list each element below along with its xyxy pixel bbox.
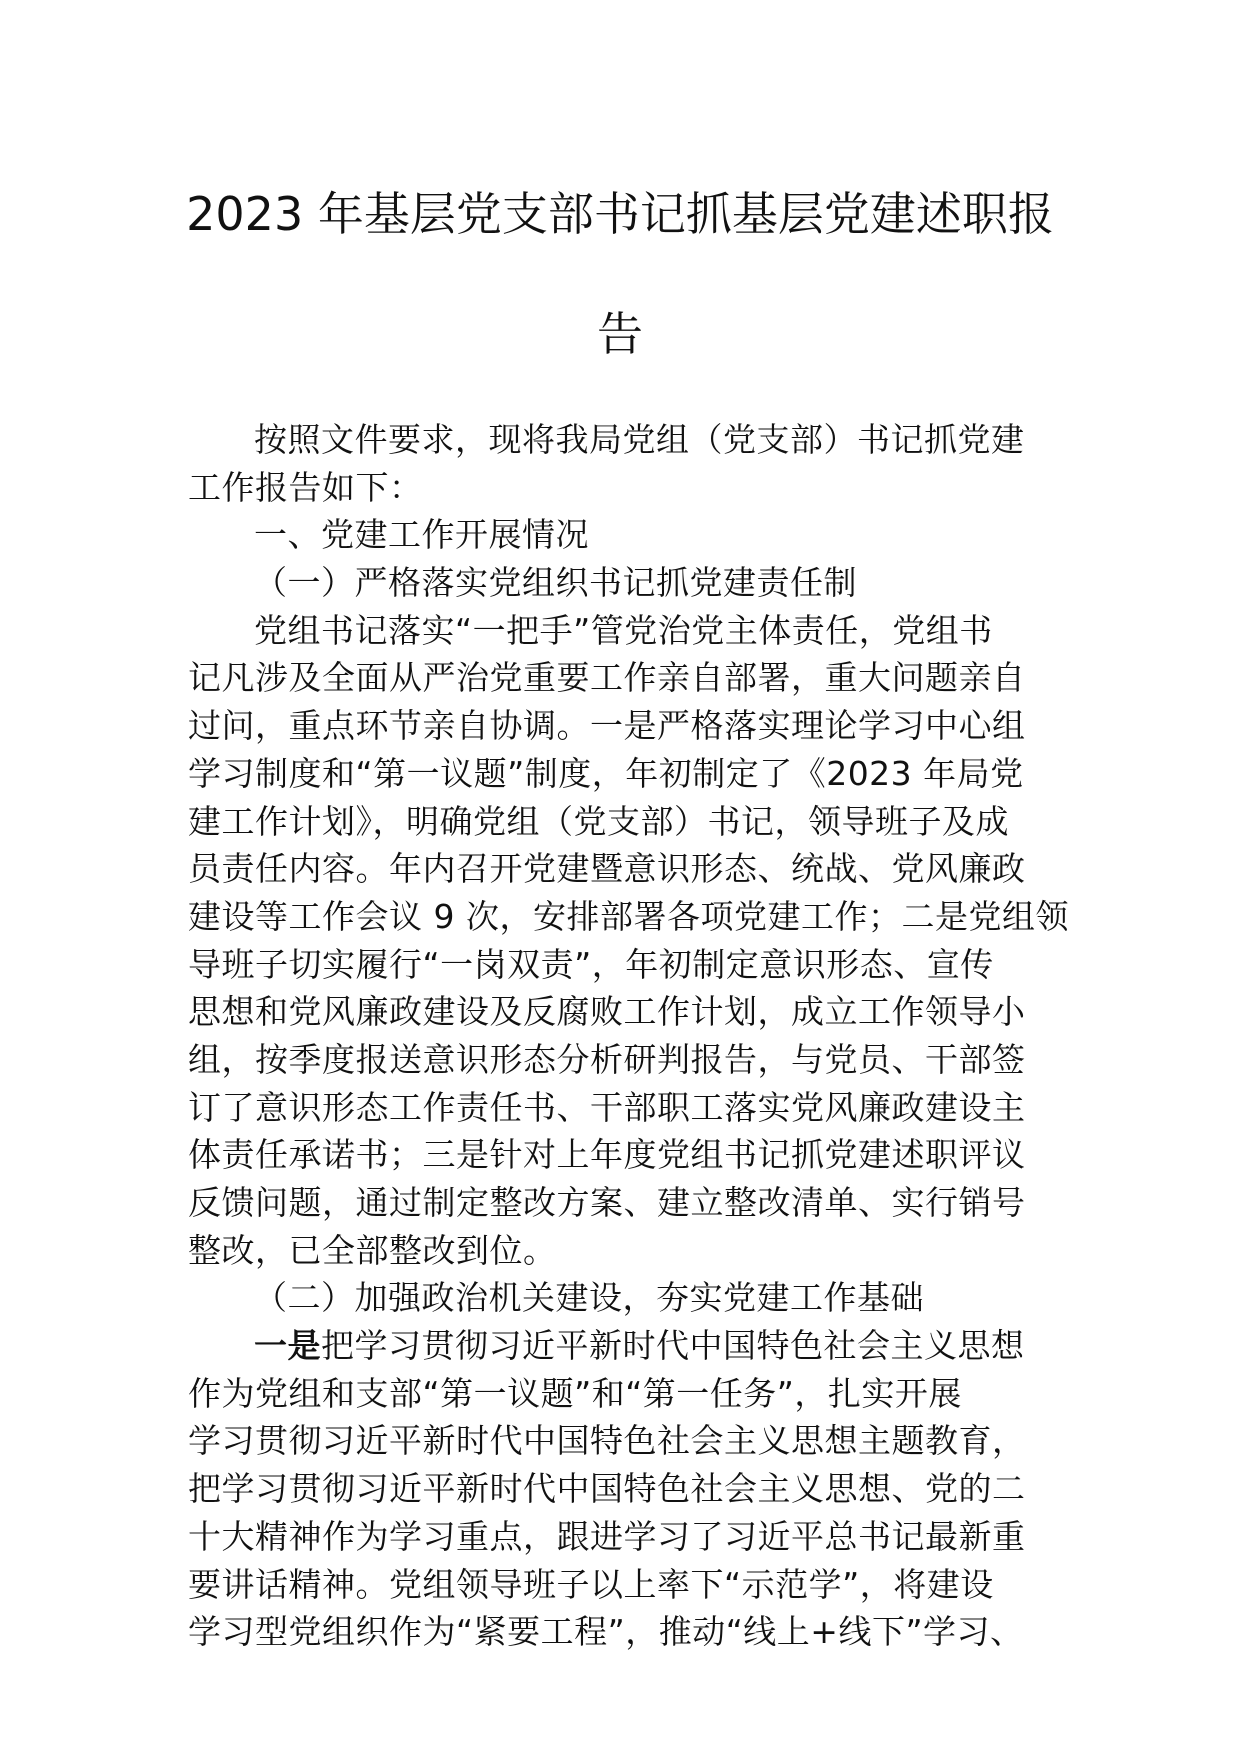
text-line-content: 思想和党风廉政建设及反腐败工作计划，成立工作领导小 xyxy=(188,992,1026,1032)
text-line-content: 学习制度和“第一议题”制度，年初制定了《2023 年局党 xyxy=(188,753,1024,793)
text-line-content: （一）严格落实党组织书记抓党建责任制 xyxy=(254,563,857,603)
bold-lead: 一是 xyxy=(254,1326,321,1366)
text-line xyxy=(188,750,1054,798)
text-line xyxy=(188,1561,1054,1609)
text-line xyxy=(188,941,1054,989)
text-line xyxy=(188,1131,1054,1179)
text-line-content: 学习贯彻习近平新时代中国特色社会主义思想主题教育， xyxy=(188,1421,1026,1461)
text-line-content: 反馈问题，通过制定整改方案、建立整改清单、实行销号 xyxy=(188,1183,1026,1222)
text-line xyxy=(188,559,1054,607)
document-title-line-1: 2023 年基层党支部书记抓基层党建述职报 xyxy=(186,187,1054,241)
text-line xyxy=(188,702,1054,750)
text-line-content: 组，按季度报送意识形态分析研判报告，与党员、干部签 xyxy=(188,1039,1026,1079)
text-line xyxy=(188,1322,1054,1370)
text-line-content: 体责任承诺书；三是针对上年度党组书记抓党建述职评议 xyxy=(188,1135,1026,1175)
text-line xyxy=(188,607,1054,655)
text-line xyxy=(188,1417,1054,1465)
text-line xyxy=(188,798,1054,846)
text-line xyxy=(188,654,1054,702)
text-line-content: 过问，重点环节亲自协调。一是严格落实理论学习中心组 xyxy=(188,706,1026,746)
document-title-line-2: 告 xyxy=(597,307,643,361)
text-line-content: 党组书记落实“一把手”管党治党主体责任，党组书 xyxy=(254,610,993,650)
text-line-content: 十大精神作为学习重点，跟进学习了习近平总书记最新重 xyxy=(188,1516,1026,1556)
text-line-content: 一、党建工作开展情况 xyxy=(254,515,589,555)
text-line xyxy=(188,1370,1054,1418)
text-line-content: 记凡涉及全面从严治党重要工作亲自部署，重大问题亲自 xyxy=(188,658,1026,698)
text-line xyxy=(188,1274,1054,1322)
text-line xyxy=(188,464,1054,512)
text-line-content: 要讲话精神。党组领导班子以上率下“示范学”，将建设 xyxy=(188,1564,994,1604)
text-line-content: 学习型党组织作为“紧要工程”，推动“线上+线下”学习、 xyxy=(188,1612,1024,1652)
text-line-content: 建工作计划》，明确党组（党支部）书记，领导班子及成 xyxy=(188,801,1009,841)
text-line xyxy=(188,988,1054,1036)
document-body xyxy=(188,416,1069,1656)
text-line xyxy=(188,1608,1054,1656)
text-line xyxy=(188,511,1054,559)
text-line-content: 整改，已全部整改到位。 xyxy=(188,1230,557,1270)
text-line-content: 把学习贯彻习近平新时代中国特色社会主义思想 xyxy=(321,1326,1025,1366)
text-line xyxy=(188,1465,1054,1513)
text-line xyxy=(188,1084,1054,1132)
text-line-content: 订了意识形态工作责任书、干部职工落实党风廉政建设主 xyxy=(188,1087,1026,1127)
text-line xyxy=(188,1179,1054,1227)
text-line xyxy=(188,893,1069,941)
text-line-content: 把学习贯彻习近平新时代中国特色社会主义思想、党的二 xyxy=(188,1469,1026,1509)
text-line-content: 作为党组和支部“第一议题”和“第一任务”，扎实开展 xyxy=(188,1373,962,1413)
text-line xyxy=(188,1513,1054,1561)
text-line xyxy=(188,845,1054,893)
text-line-content: （二）加强政治机关建设，夯实党建工作基础 xyxy=(254,1278,924,1318)
text-line-content: 建设等工作会议 9 次，安排部署各项党建工作；二是党组领 xyxy=(188,896,1069,936)
text-line xyxy=(188,1227,1054,1275)
text-line-content: 导班子切实履行“一岗双责”，年初制定意识形态、宣传 xyxy=(188,944,994,984)
text-line-content: 员责任内容。年内召开党建暨意识形态、统战、党风廉政 xyxy=(188,849,1026,889)
text-line-content: 按照文件要求，现将我局党组（党支部）书记抓党建 xyxy=(254,420,1025,459)
text-line xyxy=(188,416,1054,464)
text-line xyxy=(188,1036,1054,1084)
text-line-content: 工作报告如下： xyxy=(188,467,423,507)
